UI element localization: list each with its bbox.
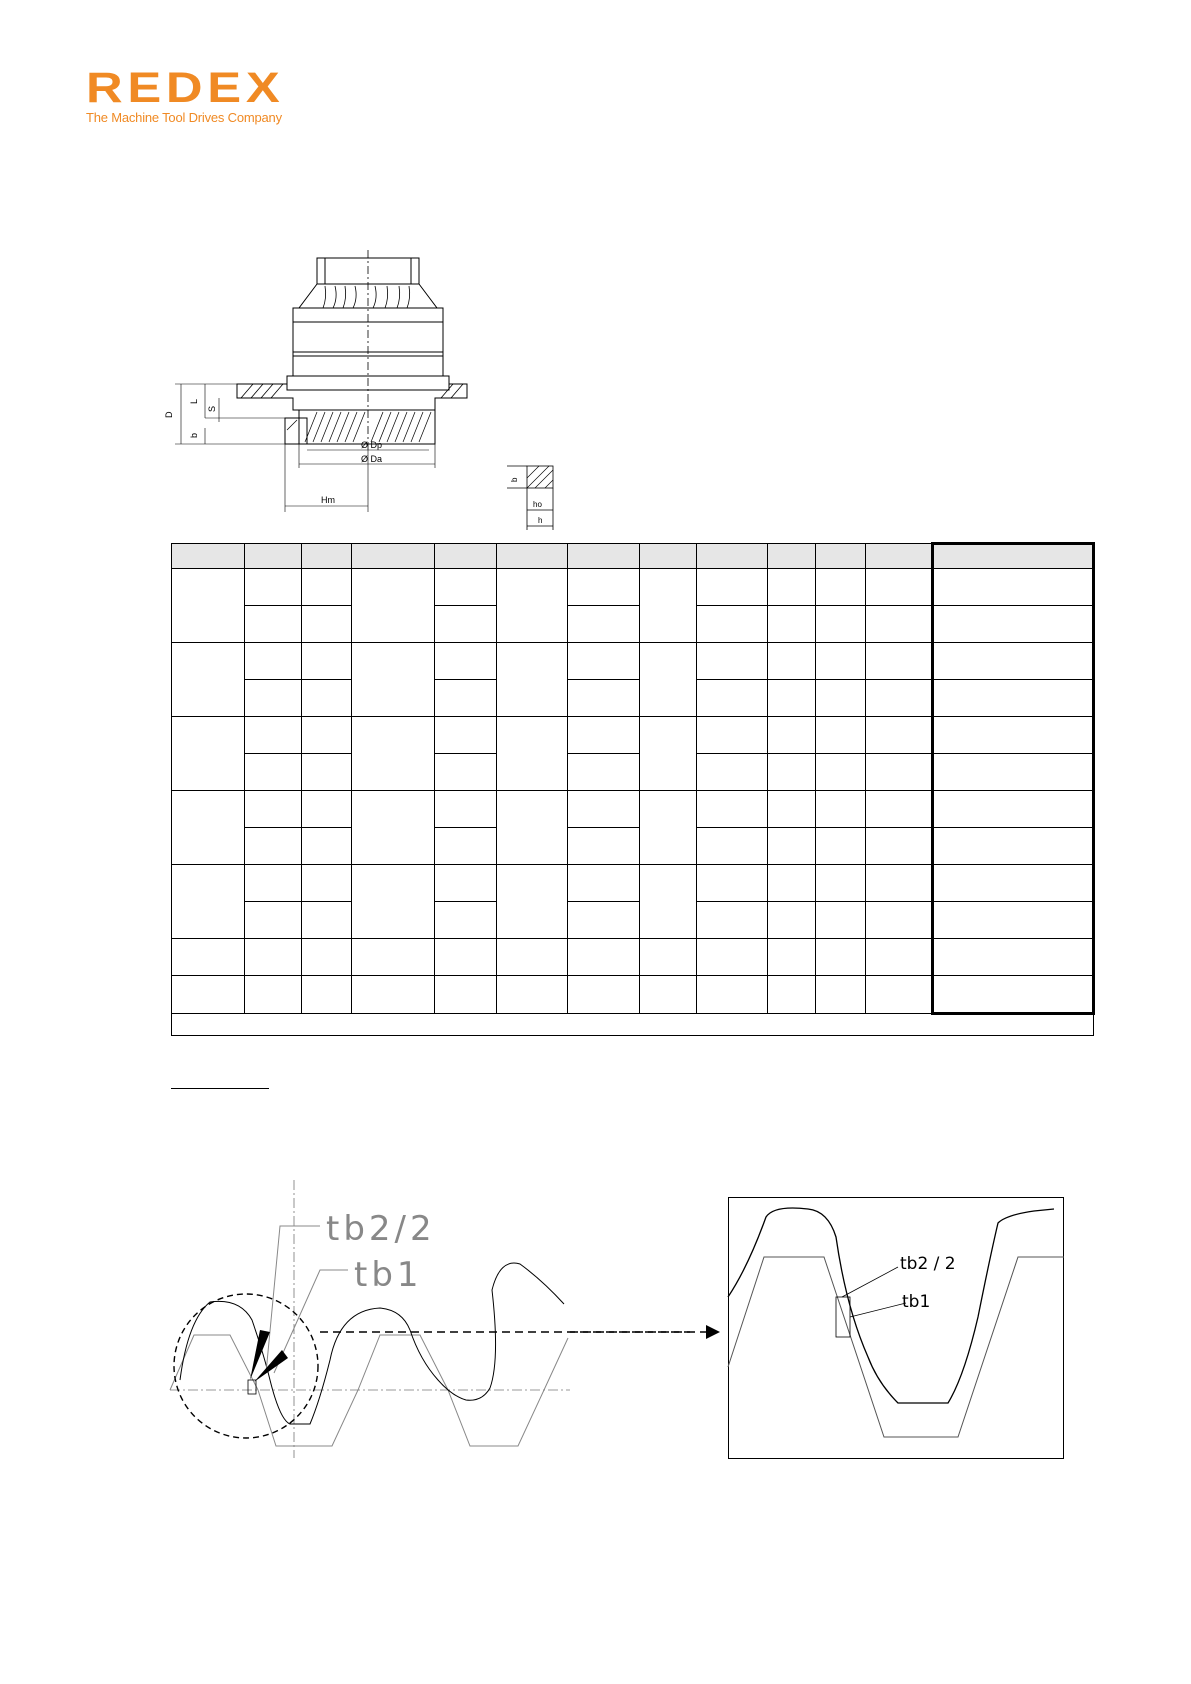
table-row: [172, 828, 1094, 865]
rack-section-drawing: [505, 462, 565, 532]
section-heading-underline: [171, 1088, 269, 1089]
table-row: [172, 680, 1094, 717]
dim-label-b: b: [189, 432, 199, 438]
backlash-tooth-figure: [170, 1180, 570, 1460]
dim-label-dp: Ø Dp: [361, 440, 383, 450]
dim-label-d: D: [164, 411, 174, 418]
gearbox-drawing: [164, 250, 485, 520]
table-header-row: [172, 544, 1094, 569]
section-label-b: b: [510, 477, 519, 482]
dim-label-l: L: [189, 398, 199, 404]
dim-label-hm: Hm: [321, 495, 335, 505]
logo-tagline: The Machine Tool Drives Company: [86, 110, 282, 125]
table-row: [172, 643, 1094, 680]
dim-label-s: S: [207, 405, 217, 412]
dim-label-da: Ø Da: [361, 454, 383, 464]
backlash-detail-figure: [728, 1197, 1064, 1459]
detail-label-tb2-half: tb2 / 2: [900, 1254, 956, 1274]
table-row: [172, 717, 1094, 754]
table-row: [172, 902, 1094, 939]
backlash-label-tb1: tb1: [354, 1255, 423, 1295]
logo-wordmark: REDEX: [86, 64, 285, 112]
backlash-label-tb2-half: tb2/2: [326, 1209, 436, 1249]
table-footer-row: [172, 1014, 1094, 1036]
table-row: [172, 754, 1094, 791]
table-row: [172, 569, 1094, 606]
detail-label-tb1: tb1: [902, 1292, 931, 1312]
redex-logo: [86, 64, 285, 125]
section-label-ho: ho: [533, 500, 542, 509]
table-row: [172, 606, 1094, 643]
table-row: [172, 791, 1094, 828]
table-row: [172, 976, 1094, 1014]
table-row: [172, 939, 1094, 976]
section-label-h: h: [538, 516, 543, 525]
specification-table: [171, 542, 1095, 1036]
arrow-to-detail: [570, 1320, 720, 1344]
table-row: [172, 865, 1094, 902]
